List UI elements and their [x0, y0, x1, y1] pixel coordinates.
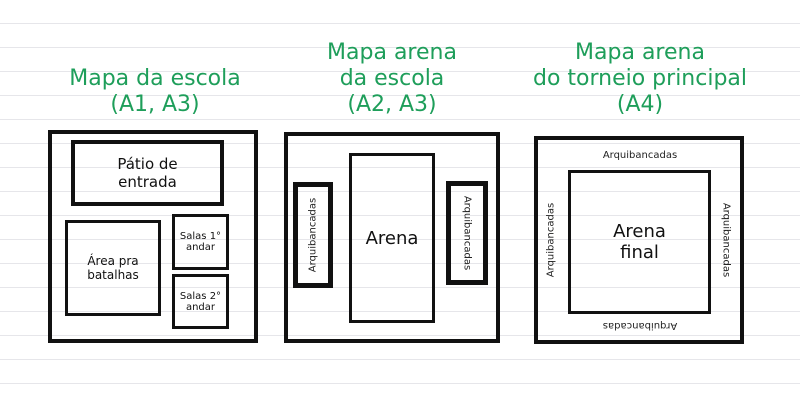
panel2-title-line2: da escola [339, 66, 445, 91]
panel1-title-line1: Mapa da escola [69, 66, 241, 91]
stands-bottom-label: Arquibancadas [602, 320, 678, 331]
stands-top-label: Arquibancadas [602, 150, 678, 161]
stands-left-label-p3: Arquibancadas [545, 202, 557, 278]
patio-entrada-room: Pátio de entrada [71, 140, 224, 206]
stands-left-label: Arquibancadas [307, 197, 319, 273]
panel3-title-line3: (A4) [616, 92, 664, 117]
panel3-title [533, 40, 747, 118]
panel1-title-line2: (A1, A3) [110, 92, 200, 117]
stands-right-label: Arquibancadas [461, 195, 473, 271]
area-batalhas-room: Área pra batalhas [65, 220, 161, 316]
panel3-title-line2: do torneio principal [532, 66, 748, 91]
panel2-title-line3: (A2, A3) [347, 92, 437, 117]
salas-2-andar-room: Salas 2° andar [172, 274, 229, 329]
arena-final-field: Arena final [568, 170, 711, 314]
panel3-title-line1: Mapa arena [575, 40, 705, 65]
panel2-title-line1: Mapa arena [327, 40, 457, 65]
stands-right-label-p3: Arquibancadas [720, 202, 732, 278]
panel1-title [69, 66, 241, 118]
salas-1-andar-room: Salas 1° andar [172, 214, 229, 270]
panel2-title [327, 40, 457, 118]
arena-field: Arena [349, 153, 435, 323]
